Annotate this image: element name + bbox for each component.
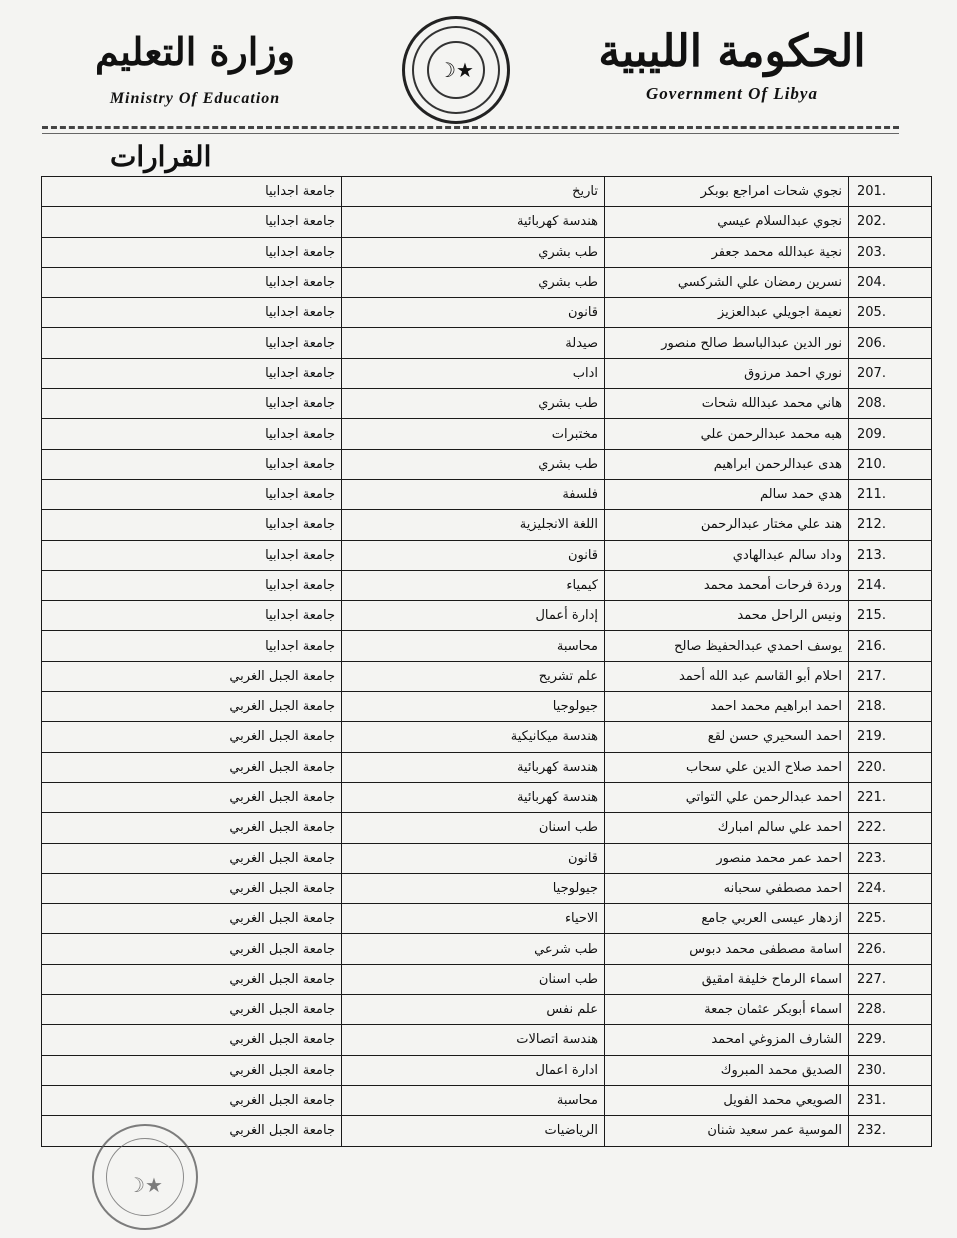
university-cell: جامعة اجدابيا bbox=[42, 419, 342, 449]
row-number-cell: 211. bbox=[849, 479, 932, 509]
table-row bbox=[42, 479, 932, 509]
table-row bbox=[42, 237, 932, 267]
header-divider bbox=[42, 126, 899, 129]
specialization-cell: طب اسنان bbox=[342, 964, 605, 994]
row-number-cell: 208. bbox=[849, 389, 932, 419]
row-number-cell: 218. bbox=[849, 692, 932, 722]
table-row bbox=[42, 661, 932, 691]
university-cell: جامعة الجبل الغربي bbox=[42, 692, 342, 722]
ministry-title-en: Ministry Of Education bbox=[109, 90, 281, 107]
table-row bbox=[42, 752, 932, 782]
specialization-cell: كيمياء bbox=[342, 570, 605, 600]
specialization-cell: علم تشريح bbox=[342, 661, 605, 691]
state-seal-icon: ☽★ bbox=[402, 16, 510, 124]
specialization-cell: اداب bbox=[342, 358, 605, 388]
table-row bbox=[42, 843, 932, 873]
specialization-cell: هندسة ميكانيكية bbox=[342, 722, 605, 752]
table-row bbox=[42, 267, 932, 297]
university-cell: جامعة اجدابيا bbox=[42, 237, 342, 267]
name-cell: احمد ابراهيم محمد احمد bbox=[605, 692, 849, 722]
university-cell: جامعة اجدابيا bbox=[42, 207, 342, 237]
name-cell: نسرين رمضان علي الشركسي bbox=[605, 267, 849, 297]
university-cell: جامعة اجدابيا bbox=[42, 570, 342, 600]
university-cell: جامعة الجبل الغربي bbox=[42, 995, 342, 1025]
university-cell: جامعة اجدابيا bbox=[42, 328, 342, 358]
name-cell: اسماء الرماح خليفة امقيق bbox=[605, 964, 849, 994]
ministry-header bbox=[70, 22, 320, 108]
name-cell: نوري احمد مرزوق bbox=[605, 358, 849, 388]
table-row bbox=[42, 328, 932, 358]
row-number-cell: 232. bbox=[849, 1116, 932, 1146]
row-number-cell: 203. bbox=[849, 237, 932, 267]
name-cell: هدي حمد سالم bbox=[605, 479, 849, 509]
specialization-cell: هندسة كهربائية bbox=[342, 207, 605, 237]
name-cell: احمد عبدالرحمن علي التواتي bbox=[605, 782, 849, 812]
university-cell: جامعة اجدابيا bbox=[42, 358, 342, 388]
table-row bbox=[42, 1055, 932, 1085]
name-cell: نور الدين عبدالباسط صالح منصور bbox=[605, 328, 849, 358]
section-title: القرارات bbox=[110, 140, 212, 173]
table-row bbox=[42, 873, 932, 903]
row-number-cell: 204. bbox=[849, 267, 932, 297]
name-cell: وردة فرحات أمحمد محمد bbox=[605, 570, 849, 600]
name-cell: اسماء أبوبكر عثمان جمعة bbox=[605, 995, 849, 1025]
name-cell: اسامة مصطفى محمد دبوس bbox=[605, 934, 849, 964]
row-number-cell: 201. bbox=[849, 177, 932, 207]
row-number-cell: 215. bbox=[849, 601, 932, 631]
specialization-cell: ادارة اعمال bbox=[342, 1055, 605, 1085]
table-row bbox=[42, 813, 932, 843]
name-cell: نجية عبدالله محمد جعفر bbox=[605, 237, 849, 267]
specialization-cell: جيولوجيا bbox=[342, 873, 605, 903]
specialization-cell: طب بشري bbox=[342, 267, 605, 297]
specialization-cell: طب شرعي bbox=[342, 934, 605, 964]
specialization-cell: اللغة الانجليزية bbox=[342, 510, 605, 540]
table-row bbox=[42, 449, 932, 479]
specialization-cell: قانون bbox=[342, 843, 605, 873]
specialization-cell: تاريخ bbox=[342, 177, 605, 207]
name-cell: احمد السحيري حسن لقع bbox=[605, 722, 849, 752]
name-cell: هبه محمد عبدالرحمن علي bbox=[605, 419, 849, 449]
row-number-cell: 207. bbox=[849, 358, 932, 388]
name-cell: هند علي مختار عبدالرحمن bbox=[605, 510, 849, 540]
row-number-cell: 225. bbox=[849, 904, 932, 934]
table-row bbox=[42, 692, 932, 722]
row-number-cell: 226. bbox=[849, 934, 932, 964]
table-row bbox=[42, 419, 932, 449]
specialization-cell: قانون bbox=[342, 298, 605, 328]
table-row bbox=[42, 177, 932, 207]
name-cell: ازدهار عيسى العربي جامع bbox=[605, 904, 849, 934]
name-cell: هاني محمد عبدالله شحات bbox=[605, 389, 849, 419]
specialization-cell: قانون bbox=[342, 540, 605, 570]
row-number-cell: 212. bbox=[849, 510, 932, 540]
name-cell: احلام أبو القاسم عبد الله أحمد bbox=[605, 661, 849, 691]
row-number-cell: 221. bbox=[849, 782, 932, 812]
table-row bbox=[42, 1085, 932, 1115]
university-cell: جامعة الجبل الغربي bbox=[42, 661, 342, 691]
university-cell: جامعة اجدابيا bbox=[42, 601, 342, 631]
table-row bbox=[42, 904, 932, 934]
table-row bbox=[42, 389, 932, 419]
university-cell: جامعة الجبل الغربي bbox=[42, 1116, 342, 1146]
table-row bbox=[42, 540, 932, 570]
name-cell: وداد سالم عبدالهادي bbox=[605, 540, 849, 570]
table-row bbox=[42, 782, 932, 812]
name-cell: احمد صلاح الدين علي سحاب bbox=[605, 752, 849, 782]
table-row bbox=[42, 298, 932, 328]
specialization-cell: إدارة أعمال bbox=[342, 601, 605, 631]
university-cell: جامعة اجدابيا bbox=[42, 631, 342, 661]
name-cell: احمد مصطفي سحبانه bbox=[605, 873, 849, 903]
university-cell: جامعة اجدابيا bbox=[42, 177, 342, 207]
table-row bbox=[42, 1025, 932, 1055]
row-number-cell: 206. bbox=[849, 328, 932, 358]
university-cell: جامعة الجبل الغربي bbox=[42, 873, 342, 903]
table-row bbox=[42, 510, 932, 540]
specialization-cell: طب اسنان bbox=[342, 813, 605, 843]
row-number-cell: 202. bbox=[849, 207, 932, 237]
name-cell: الموسية عمر سعيد شنان bbox=[605, 1116, 849, 1146]
specialization-cell: علم نفس bbox=[342, 995, 605, 1025]
university-cell: جامعة اجدابيا bbox=[42, 389, 342, 419]
university-cell: جامعة الجبل الغربي bbox=[42, 843, 342, 873]
specialization-cell: هندسة اتصالات bbox=[342, 1025, 605, 1055]
university-cell: جامعة الجبل الغربي bbox=[42, 813, 342, 843]
table-row bbox=[42, 207, 932, 237]
name-cell: يوسف احمدي عبدالحفيظ صالح bbox=[605, 631, 849, 661]
government-title-ar: الحكومة الليبية bbox=[598, 26, 866, 77]
name-cell: الشارف المزوغي امحمد bbox=[605, 1025, 849, 1055]
table-row bbox=[42, 358, 932, 388]
name-cell: احمد علي سالم امبارك bbox=[605, 813, 849, 843]
university-cell: جامعة اجدابيا bbox=[42, 510, 342, 540]
specialization-cell: محاسبة bbox=[342, 1085, 605, 1115]
university-cell: جامعة الجبل الغربي bbox=[42, 964, 342, 994]
table-row bbox=[42, 964, 932, 994]
row-number-cell: 209. bbox=[849, 419, 932, 449]
university-cell: جامعة الجبل الغربي bbox=[42, 904, 342, 934]
university-cell: جامعة الجبل الغربي bbox=[42, 752, 342, 782]
row-number-cell: 213. bbox=[849, 540, 932, 570]
row-number-cell: 216. bbox=[849, 631, 932, 661]
name-cell: نجوي عبدالسلام عيسي bbox=[605, 207, 849, 237]
table-row bbox=[42, 570, 932, 600]
specialization-cell: طب بشري bbox=[342, 389, 605, 419]
university-cell: جامعة الجبل الغربي bbox=[42, 934, 342, 964]
university-cell: جامعة الجبل الغربي bbox=[42, 1055, 342, 1085]
name-cell: نعيمة اجويلي عبدالعزيز bbox=[605, 298, 849, 328]
name-cell: نجوي شحات امراجع بوبكر bbox=[605, 177, 849, 207]
table-row bbox=[42, 995, 932, 1025]
specialization-cell: هندسة كهربائية bbox=[342, 752, 605, 782]
name-cell: احمد عمر محمد منصور bbox=[605, 843, 849, 873]
table-row bbox=[42, 601, 932, 631]
row-number-cell: 231. bbox=[849, 1085, 932, 1115]
row-number-cell: 224. bbox=[849, 873, 932, 903]
row-number-cell: 219. bbox=[849, 722, 932, 752]
row-number-cell: 230. bbox=[849, 1055, 932, 1085]
government-title-en: Government Of Libya bbox=[646, 84, 818, 103]
row-number-cell: 214. bbox=[849, 570, 932, 600]
specialization-cell: محاسبة bbox=[342, 631, 605, 661]
row-number-cell: 220. bbox=[849, 752, 932, 782]
specialization-cell: هندسة كهربائية bbox=[342, 782, 605, 812]
row-number-cell: 205. bbox=[849, 298, 932, 328]
specialization-cell: مختبرات bbox=[342, 419, 605, 449]
row-number-cell: 217. bbox=[849, 661, 932, 691]
table-row bbox=[42, 934, 932, 964]
specialization-cell: الرياضيات bbox=[342, 1116, 605, 1146]
specialization-cell: فلسفة bbox=[342, 479, 605, 509]
university-cell: جامعة الجبل الغربي bbox=[42, 1085, 342, 1115]
ministry-title-ar: وزارة التعليم bbox=[94, 29, 296, 74]
row-number-cell: 227. bbox=[849, 964, 932, 994]
university-cell: جامعة الجبل الغربي bbox=[42, 722, 342, 752]
specialization-cell: صيدلة bbox=[342, 328, 605, 358]
specialization-cell: طب بشري bbox=[342, 237, 605, 267]
official-stamp-icon: ☽★ bbox=[92, 1124, 198, 1230]
row-number-cell: 228. bbox=[849, 995, 932, 1025]
name-cell: الصديق محمد المبروك bbox=[605, 1055, 849, 1085]
university-cell: جامعة الجبل الغربي bbox=[42, 1025, 342, 1055]
university-cell: جامعة الجبل الغربي bbox=[42, 782, 342, 812]
header-divider-thin bbox=[42, 133, 899, 134]
name-cell: الصويعي محمد الفويل bbox=[605, 1085, 849, 1115]
university-cell: جامعة اجدابيا bbox=[42, 298, 342, 328]
row-number-cell: 223. bbox=[849, 843, 932, 873]
university-cell: جامعة اجدابيا bbox=[42, 540, 342, 570]
row-number-cell: 222. bbox=[849, 813, 932, 843]
specialization-cell: طب بشري bbox=[342, 449, 605, 479]
specialization-cell: الاحياء bbox=[342, 904, 605, 934]
government-header bbox=[567, 22, 897, 104]
row-number-cell: 210. bbox=[849, 449, 932, 479]
results-table bbox=[41, 176, 932, 1147]
name-cell: ونيس الراحل محمد bbox=[605, 601, 849, 631]
university-cell: جامعة اجدابيا bbox=[42, 479, 342, 509]
row-number-cell: 229. bbox=[849, 1025, 932, 1055]
table-row bbox=[42, 631, 932, 661]
university-cell: جامعة اجدابيا bbox=[42, 449, 342, 479]
specialization-cell: جيولوجيا bbox=[342, 692, 605, 722]
name-cell: هدى عبدالرحمن ابراهيم bbox=[605, 449, 849, 479]
university-cell: جامعة اجدابيا bbox=[42, 267, 342, 297]
table-row bbox=[42, 722, 932, 752]
